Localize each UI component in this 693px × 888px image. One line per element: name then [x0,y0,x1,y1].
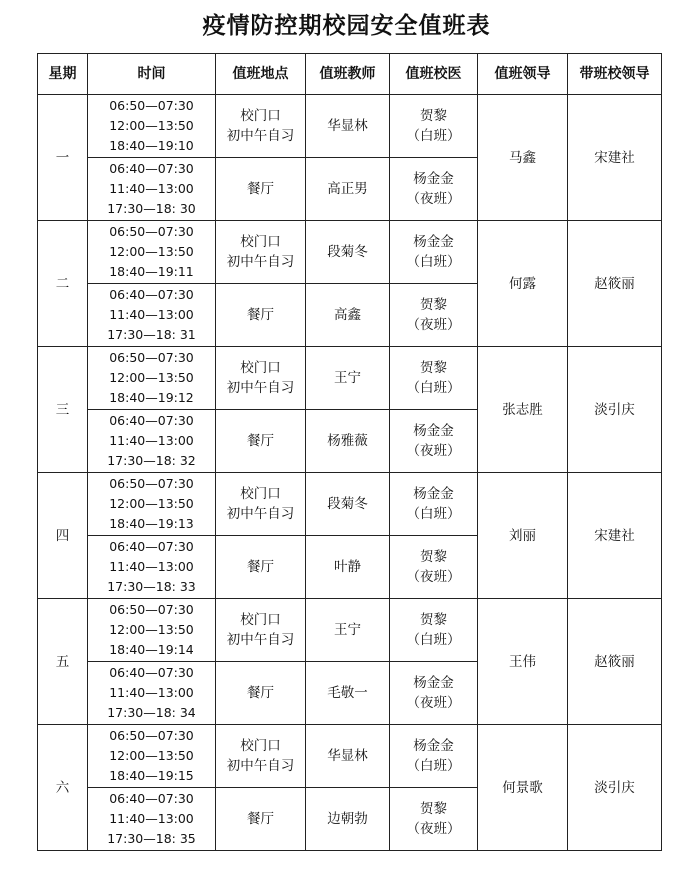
school-leader-cell: 宋建社 [568,95,662,221]
time-range: 11:40—13:00 [109,559,194,574]
time-range: 11:40—13:00 [109,307,194,322]
time-range: 06:40—07:30 [109,413,194,428]
weekday-cell: 四 [38,473,88,599]
time-range: 06:40—07:30 [109,287,194,302]
doctor-cell [390,725,478,788]
doctor-cell [390,536,478,599]
doctor-line: 贺黎 [420,360,447,376]
doctor-line: （夜班） [406,569,461,585]
doctor-line: （夜班） [406,821,461,837]
location-cell [216,221,306,284]
time-cell [88,788,216,851]
doctor-line: （白班） [406,506,461,522]
location-line: 校门口 [240,360,281,376]
teacher-cell: 叶静 [306,536,390,599]
location-line: 初中午自习 [226,758,295,774]
school-leader-cell: 赵筱丽 [568,221,662,347]
doctor-line: （夜班） [406,317,461,333]
time-range: 06:50—07:30 [109,224,194,239]
doctor-line: 杨金金 [413,675,454,691]
weekday-cell: 二 [38,221,88,347]
time-range: 06:50—07:30 [109,602,194,617]
time-cell [88,536,216,599]
location-cell [216,599,306,662]
doctor-line: 杨金金 [413,738,454,754]
location-line: 初中午自习 [226,506,295,522]
school-leader-cell: 淡引庆 [568,725,662,851]
doctor-cell [390,284,478,347]
location-cell [216,662,306,725]
leader-cell: 王伟 [478,599,568,725]
weekday-cell: 三 [38,347,88,473]
time-range: 18:40—19:10 [109,138,194,153]
doctor-line: 杨金金 [413,234,454,250]
teacher-cell: 高鑫 [306,284,390,347]
doctor-cell [390,410,478,473]
teacher-cell: 华显林 [306,95,390,158]
time-range: 12:00—13:50 [109,118,194,133]
time-range: 12:00—13:50 [109,622,194,637]
school-leader-cell: 淡引庆 [568,347,662,473]
leader-cell: 何露 [478,221,568,347]
doctor-line: （夜班） [406,191,461,207]
doctor-line: （夜班） [406,695,461,711]
doctor-cell [390,158,478,221]
doctor-cell [390,599,478,662]
doctor-line: 杨金金 [413,486,454,502]
doctor-cell [390,347,478,410]
doctor-line: （白班） [406,254,461,270]
location-cell [216,284,306,347]
location-cell [216,536,306,599]
time-cell [88,95,216,158]
doctor-line: 贺黎 [420,108,447,124]
location-cell [216,788,306,851]
header-doctor: 值班校医 [390,54,478,95]
time-range: 17:30—18: 33 [107,579,196,594]
location-line: 餐厅 [247,307,274,323]
location-line: 初中午自习 [226,128,295,144]
time-range: 12:00—13:50 [109,748,194,763]
weekday-cell: 一 [38,95,88,221]
location-line: 餐厅 [247,433,274,449]
school-leader-cell: 赵筱丽 [568,599,662,725]
leader-cell: 马鑫 [478,95,568,221]
time-range: 06:50—07:30 [109,728,194,743]
location-cell [216,410,306,473]
doctor-line: 杨金金 [413,423,454,439]
header-teacher: 值班教师 [306,54,390,95]
time-cell [88,410,216,473]
time-range: 12:00—13:50 [109,244,194,259]
time-range: 06:50—07:30 [109,98,194,113]
page-title: 疫情防控期校园安全值班表 [202,12,491,39]
doctor-cell [390,788,478,851]
time-range: 11:40—13:00 [109,811,194,826]
time-range: 18:40—19:13 [109,516,194,531]
location-line: 初中午自习 [226,254,295,270]
time-range: 11:40—13:00 [109,181,194,196]
header-weekday: 星期 [38,54,88,95]
time-cell [88,221,216,284]
location-line: 校门口 [240,612,281,628]
doctor-line: （夜班） [406,443,461,459]
doctor-cell [390,221,478,284]
table-body [38,95,662,851]
time-range: 17:30—18: 35 [107,831,196,846]
doctor-line: 贺黎 [420,549,447,565]
time-range: 06:40—07:30 [109,161,194,176]
location-cell [216,725,306,788]
location-cell [216,95,306,158]
location-line: 校门口 [240,486,281,502]
location-line: 餐厅 [247,685,274,701]
doctor-cell [390,662,478,725]
doctor-line: （白班） [406,128,461,144]
table-row [38,725,662,788]
doctor-line: （白班） [406,380,461,396]
location-cell [216,347,306,410]
doctor-cell [390,473,478,536]
time-range: 06:40—07:30 [109,791,194,806]
header-school-leader: 带班校领导 [568,54,662,95]
location-cell [216,473,306,536]
teacher-cell: 段菊冬 [306,473,390,536]
location-line: 初中午自习 [226,380,295,396]
doctor-line: 贺黎 [420,297,447,313]
time-range: 17:30—18: 34 [107,705,196,720]
time-range: 17:30—18: 31 [107,327,196,342]
location-line: 餐厅 [247,811,274,827]
doctor-line: （白班） [406,758,461,774]
time-range: 17:30—18: 32 [107,453,196,468]
time-range: 18:40—19:14 [109,642,194,657]
header-leader: 值班领导 [478,54,568,95]
leader-cell: 张志胜 [478,347,568,473]
teacher-cell: 高正男 [306,158,390,221]
school-leader-cell: 宋建社 [568,473,662,599]
teacher-cell: 杨雅薇 [306,410,390,473]
time-range: 11:40—13:00 [109,685,194,700]
doctor-line: 杨金金 [413,171,454,187]
location-line: 校门口 [240,108,281,124]
leader-cell: 刘丽 [478,473,568,599]
table-row [38,599,662,662]
time-cell [88,284,216,347]
teacher-cell: 边朝勃 [306,788,390,851]
time-cell [88,473,216,536]
teacher-cell: 王宁 [306,599,390,662]
location-line: 餐厅 [247,559,274,575]
weekday-cell: 五 [38,599,88,725]
location-cell [216,158,306,221]
time-range: 06:50—07:30 [109,350,194,365]
location-line: 初中午自习 [226,632,295,648]
time-cell [88,347,216,410]
location-line: 校门口 [240,234,281,250]
location-line: 校门口 [240,738,281,754]
header-location: 值班地点 [216,54,306,95]
time-cell [88,662,216,725]
teacher-cell: 段菊冬 [306,221,390,284]
doctor-line: （白班） [406,632,461,648]
teacher-cell: 毛敬一 [306,662,390,725]
time-range: 11:40—13:00 [109,433,194,448]
time-cell [88,725,216,788]
weekday-cell: 六 [38,725,88,851]
leader-cell: 何景歌 [478,725,568,851]
time-cell [88,158,216,221]
table-row [38,221,662,284]
table-row [38,473,662,536]
time-cell [88,599,216,662]
duty-schedule-table [37,53,662,851]
time-range: 06:40—07:30 [109,539,194,554]
header-time: 时间 [88,54,216,95]
table-row [38,347,662,410]
time-range: 12:00—13:50 [109,496,194,511]
location-line: 餐厅 [247,181,274,197]
table-row [38,95,662,158]
doctor-cell [390,95,478,158]
time-range: 18:40—19:11 [109,264,194,279]
time-range: 06:40—07:30 [109,665,194,680]
time-range: 18:40—19:12 [109,390,194,405]
teacher-cell: 王宁 [306,347,390,410]
time-range: 17:30—18: 30 [107,201,196,216]
table-header-row [38,54,662,95]
time-range: 12:00—13:50 [109,370,194,385]
teacher-cell: 华显林 [306,725,390,788]
doctor-line: 贺黎 [420,801,447,817]
doctor-line: 贺黎 [420,612,447,628]
time-range: 18:40—19:15 [109,768,194,783]
time-range: 06:50—07:30 [109,476,194,491]
